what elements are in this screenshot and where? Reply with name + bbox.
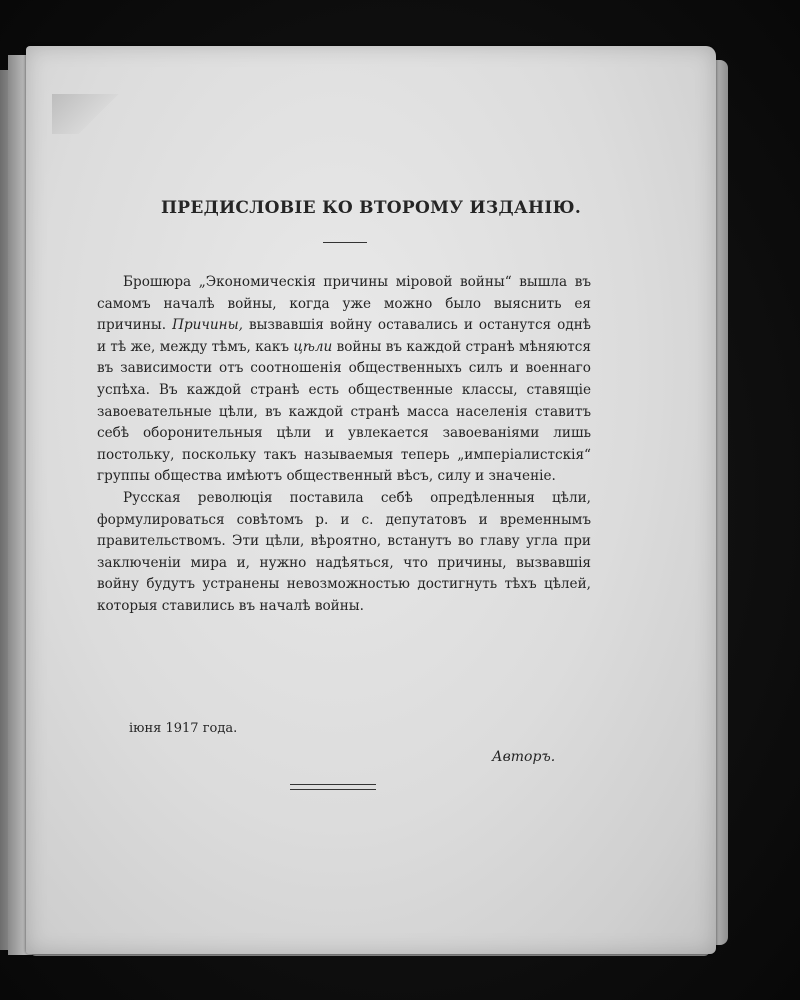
page-content [26,46,716,954]
italic-word-goals: цѣли [293,338,333,355]
date-line: іюня 1917 года. [129,721,238,736]
paragraph-1 [97,272,591,488]
closing-double-rule [290,784,376,790]
page-title: ПРЕДИСЛОВІЕ КО ВТОРОМУ ИЗДАНІЮ. [160,198,582,218]
paragraph-1-part-3: войны въ каждой странѣ мѣняются въ зависимости отъ соотношенія общественныхъ силъ и военнаго успѣха. Въ каждой странѣ есть общественные классы, ставящіе завоевательные цѣли, въ каждой странѣ масса населенія ставитъ себѣ оборонительныя цѣли и увлекается завоеваніями лишь постольку, поскольку такъ называемыя теперь „имперіалистскія“ группы общества имѣютъ общественный вѣсъ, силу и значеніе. [97,338,592,485]
paragraph-1-part-2: вызвавшія войну оставались и останутся однѣ и тѣ же, между тѣмъ, какъ [97,317,591,355]
title-divider [323,242,367,243]
book-page [26,46,716,954]
italic-word-causes: Причины, [172,317,243,334]
preface-text [97,272,591,618]
paragraph-2: Руcская революція поставила себѣ опредѣленныя цѣли, формулироваться совѣтомъ р. и с. депутатовъ и временнымъ правительствомъ. Эти цѣли, вѣроятно, встанутъ во главу угла при заключеніи мира и, нужно надѣяться, что причины, вызвавшія войну будутъ устранены невозможностью достигнуть тѣхъ цѣлей, которыя ставились въ началѣ войны. [97,489,591,614]
author-signature: Авторъ. [492,749,556,765]
paragraph-1-part-1: Брошюра „Экономическія причины міровой войны“ вышла въ самомъ началѣ войны, когда уже можно было выяснить ея причины. [97,274,591,334]
